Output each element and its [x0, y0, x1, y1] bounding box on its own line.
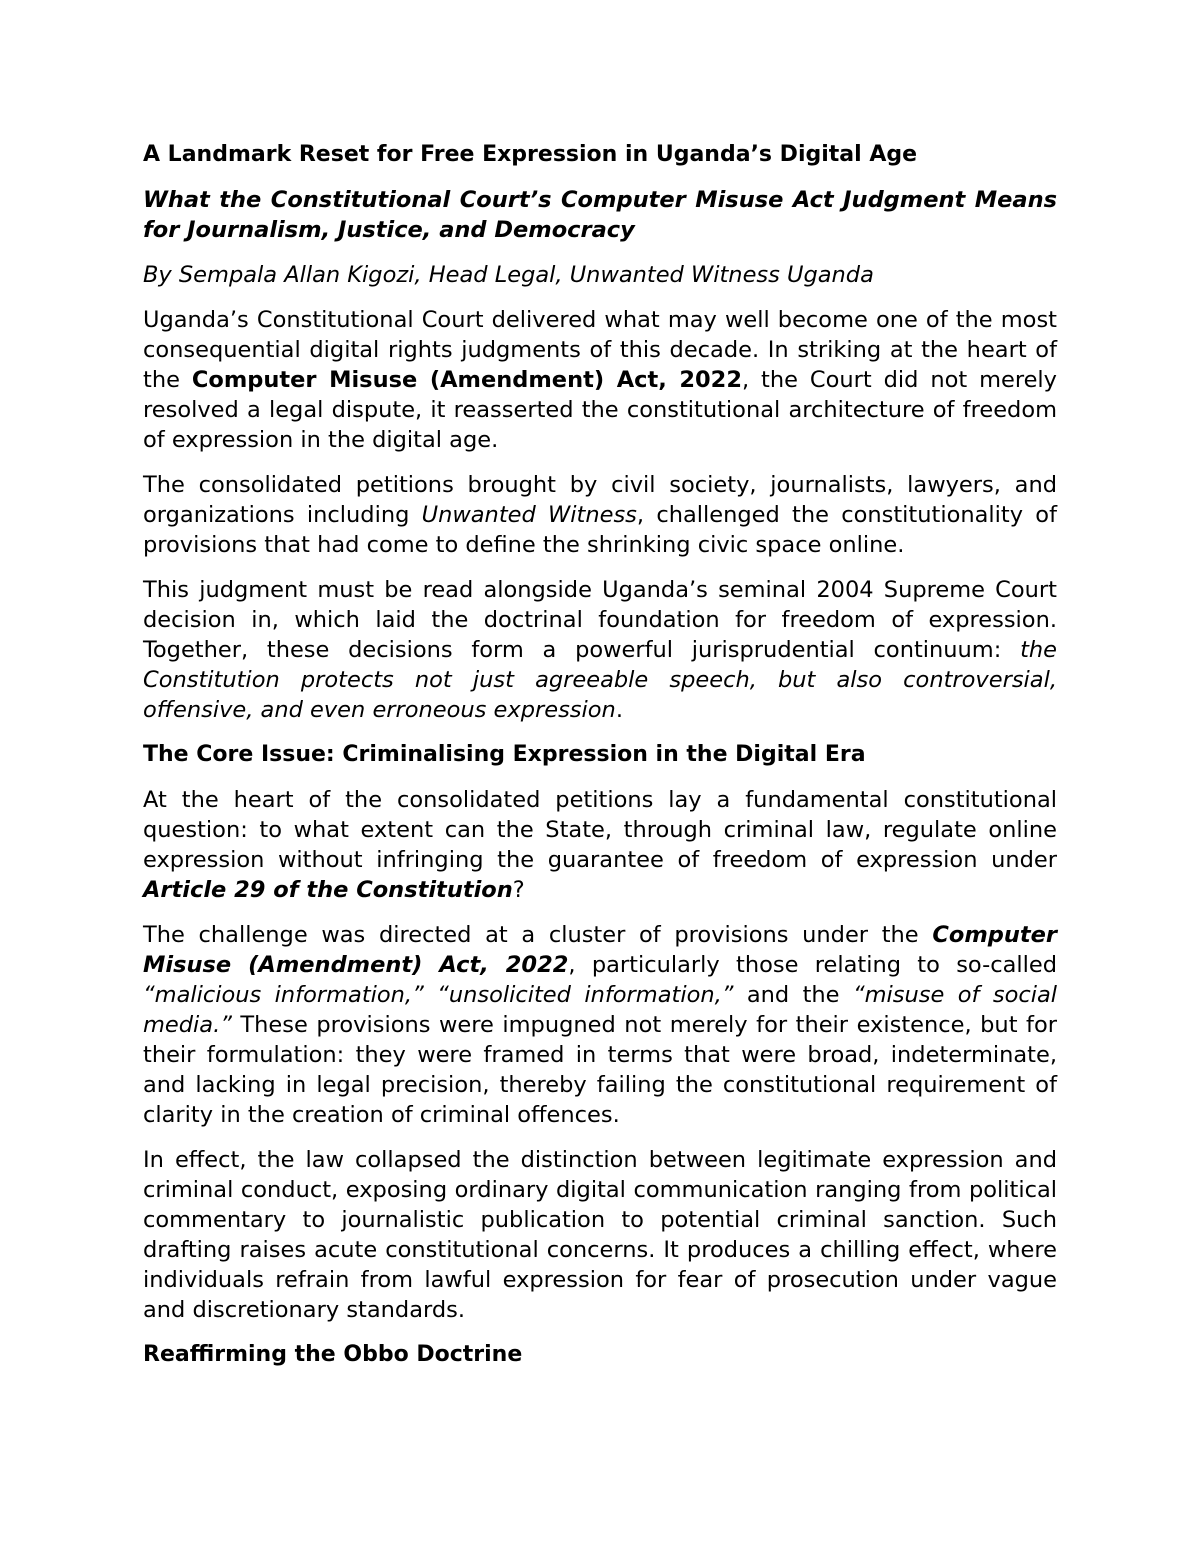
article-reference: Article 29 of the Constitution: [143, 877, 513, 903]
paragraph-petitions: [143, 470, 1057, 560]
text-run: These provisions were impugned not merely for their existence, but for their formulation: they were framed in terms that were broad, indeterminate, and lacking in legal precision, thereby failing the constitutional requirement of clarity in the creation of criminal offences.: [143, 1012, 1057, 1128]
paragraph-context: [143, 575, 1057, 725]
text-run: .: [615, 697, 623, 723]
text-run: The consolidated petitions brought by civil society, journalists, lawyers, and organizations including: [143, 472, 1057, 528]
quoted-term: “unsolicited information,”: [437, 982, 734, 1008]
section-heading-core-issue: The Core Issue: Criminalising Expression in the Digital Era: [143, 742, 866, 767]
text-run: At the heart of the consolidated petitions lay a fundamental constitutional question: to what extent can the State, through criminal law, regulate online expression without infringing the guarantee of freedom of expression under: [143, 787, 1057, 873]
quoted-term: “misuse of social media.”: [143, 982, 1058, 1038]
text-run: , challenged the constitutionality of provisions that had come to define the shrinking civic space online.: [143, 502, 1057, 558]
text-run: and the: [733, 982, 853, 1008]
text-run: [424, 982, 437, 1008]
principle-italic: the Constitution protects not just agreeable speech, but also controversial, offensive, and even erroneous expression: [143, 637, 1057, 723]
text-run: ?: [512, 877, 525, 903]
text-run: The challenge was directed at a cluster of provisions under the: [143, 922, 933, 948]
text-run: , particularly those relating to so-called: [568, 952, 1058, 978]
text-run: This judgment must be read alongside Uganda’s seminal 2004 Supreme Court decision in, which laid the doctrinal foundation for freedom of expression. Together, these decisions form a powerful jurisprudential continuum:: [143, 577, 1057, 663]
act-name-bold-italic: Computer Misuse (Amendment) Act, 2022: [143, 922, 1057, 978]
section-heading-obbo-doctrine: Reaffirming the Obbo Doctrine: [143, 1342, 523, 1367]
paragraph-intro: [143, 305, 1057, 455]
organization-name-italic: Unwanted Witness: [421, 502, 637, 528]
document-subtitle: What the Constitutional Court’s Computer Misuse Act Judgment Means for Journalism, Justice, and Democracy: [143, 187, 1057, 243]
document-title: A Landmark Reset for Free Expression in Uganda’s Digital Age: [143, 142, 918, 167]
author-byline: By Sempala Allan Kigozi, Head Legal, Unwanted Witness Uganda: [143, 262, 874, 288]
paragraph-effect: In effect, the law collapsed the distinction between legitimate expression and criminal conduct, exposing ordinary digital communication ranging from political commentary to journalistic publication to potential criminal sanction. Such drafting raises acute constitutional concerns. It produces a chilling effect, where individuals refrain from lawful expression for fear of prosecution under vague and discretionary standards.: [143, 1147, 1057, 1323]
quoted-term: “malicious information,”: [143, 982, 424, 1008]
act-name-bold: Computer Misuse (Amendment) Act, 2022: [191, 367, 742, 393]
paragraph-challenge: [143, 920, 1057, 1130]
document-page: [143, 140, 1057, 1385]
text-run: , the Court did not merely resolved a legal dispute, it reasserted the constitutional architecture of freedom of expression in the digital age.: [143, 367, 1057, 453]
text-run: Uganda’s Constitutional Court delivered what may well become one of the most consequential digital rights judgments of this decade. In striking at the heart of the: [143, 307, 1057, 393]
paragraph-question: [143, 785, 1057, 905]
